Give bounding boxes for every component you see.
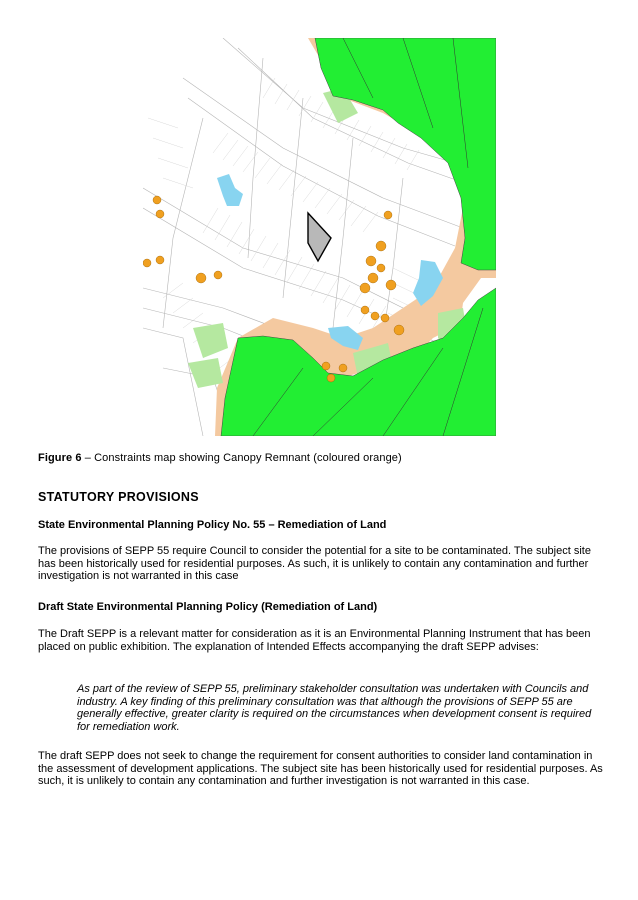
figure-caption <box>38 452 402 464</box>
section-heading: STATUTORY PROVISIONS <box>38 490 199 504</box>
constraints-map <box>143 38 496 436</box>
sepp55-heading: State Environmental Planning Policy No. 55 – Remediation of Land <box>38 519 387 531</box>
quote-block: As part of the review of SEPP 55, preliminary stakeholder consultation was undertaken with Councils and industry. A key finding of this preliminary consultation was that although the provisions of SEPP 55 are generally effective, greater clarity is required on the circumstances when development consent is required for remediation work. <box>77 683 592 733</box>
draft-sepp-paragraph: The Draft SEPP is a relevant matter for consideration as it is an Environmental Planning Instrument that has been placed on public exhibition. The explanation of Intended Effects accompanying the draft SEPP advises: <box>38 628 591 653</box>
sepp55-paragraph: The provisions of SEPP 55 require Council to consider the potential for a site to be contaminated. The subject site has been historically used for residential purposes. As such, it is unlikely to contain any contamination and further investigation is not warranted in this case <box>38 545 591 583</box>
figure-label: Figure 6 <box>38 452 82 464</box>
figure-caption-text: – Constraints map showing Canopy Remnant (coloured orange) <box>81 452 402 464</box>
draft-sepp-heading: Draft State Environmental Planning Policy (Remediation of Land) <box>38 601 378 613</box>
conclusion-paragraph: The draft SEPP does not seek to change the requirement for consent authorities to consider land contamination in the assessment of development applications. The subject site has been historically used for residential purposes. As such, it is unlikely to contain any contamination and further investigation is not warranted in this case. <box>38 750 603 788</box>
